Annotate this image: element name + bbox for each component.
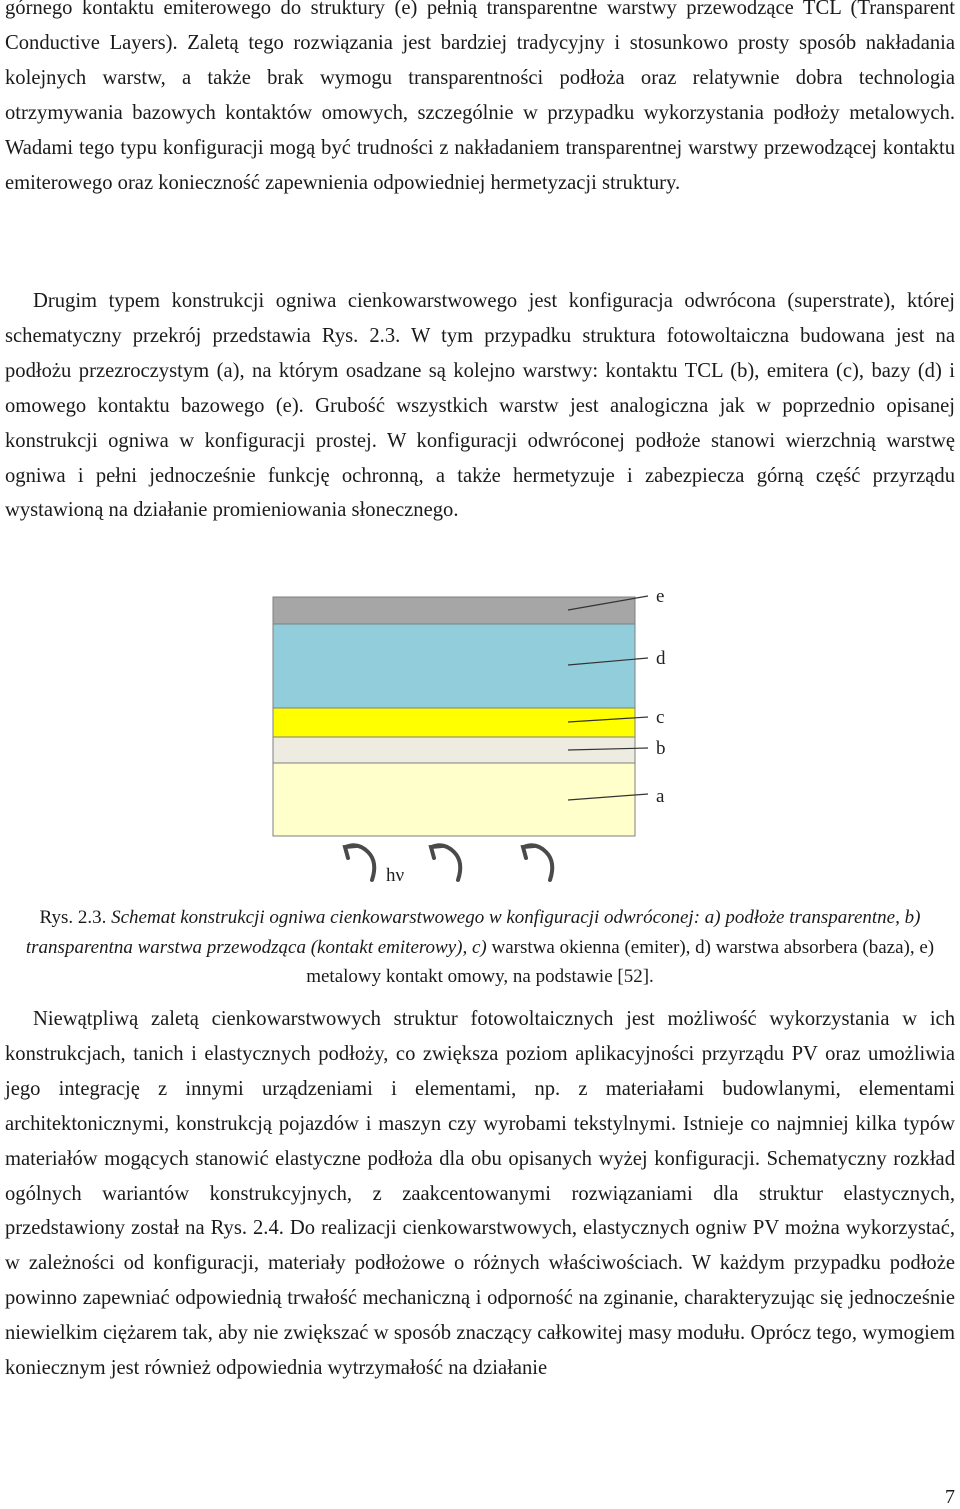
- paragraph-3: Niewątpliwą zaletą cienkowarstwowych struktur fotowoltaicznych jest możliwość wykorzystania w ich konstrukcjach, tanich i elastycznych podłoży, co zwiększa poziom aplikacyjności przyrządu PV oraz umożliwia jego integrację z innymi urządzeniami i elementami, np. z materiałami budowlanymi, elementami architektonicznymi, konstrukcją pojazdów i maszyn czy wyrobami tekstylnymi. Istnieje co najmniej kilka typów materiałów mogących stanowić elastyczne podłoża dla obu opisanych wyżej konfiguracji. Schematyczny rozkład ogólnych wariantów konstrukcyjnych, z zaakcentowanymi rozwiązaniami dla struktur elastycznych, przedstawiony został na Rys. 2.4. Do realizacji cienkowarstwowych, elastycznych ogniw PV można wykorzystać, w zależności od konfiguracji, materiały podłożowe o różnych właściwościach. W każdym przypadku podłoże powinno zapewniać odpowiednią trwałość mechaniczną i odporność na zginanie, charakteryzując się jednocześnie niewielkim ciężarem tak, aby nie zwiększać w sposób znaczący całkowitej masy modułu. Oprócz tego, wymogiem koniecznym jest również odpowiednia wytrzymałość na działanie: [5, 1008, 955, 1380]
- layer-label-e: e: [656, 586, 665, 607]
- layer-labels: [656, 586, 666, 807]
- caption-normal-text: warstwa okienna (emiter), d) warstwa absorbera (baza), e) metalowy kontakt omowy, na podstawie [52].: [306, 936, 935, 987]
- light-arrow-2-head-icon: [431, 846, 442, 858]
- light-arrow-3-head-icon: [523, 846, 534, 858]
- layer-stack: [273, 597, 635, 836]
- paragraph-2: Drugim typem konstrukcji ogniwa cienkowarstwowego jest konfiguracja odwrócona (superstrate), której schematyczny przekrój przedstawia Rys. 2.3. W tym przypadku struktura fotowoltaiczna budowana jest na podłożu przezroczystym (a), na którym osadzane są kolejno warstwy: kontaktu TCL (b), emitera (c), bazy (d) i omowego kontaktu bazowego (e). Grubość wszystkich warstw jest analogiczna jak w poprzednio opisanej konstrukcji ogniwa w konfiguracji prostej. W konfiguracji odwróconej podłoże stanowi wierzchnią warstwę ogniwa i pełni jednocześnie funkcję ochronną, a także hermetyzuje i zabezpiecza górną część przyrządu wystawioną na działanie promieniowania słonecznego.: [5, 290, 955, 522]
- layer-label-a: a: [656, 786, 665, 807]
- layer-label-b: b: [656, 738, 666, 759]
- layer-label-c: c: [656, 707, 665, 728]
- photon-energy-label: hν: [386, 865, 405, 886]
- light-arrow-1-icon: [346, 845, 374, 880]
- light-arrow-1-head-icon: [345, 846, 356, 858]
- caption-italic-text: Schemat konstrukcji ogniwa cienkowarstwowego w konfiguracji odwróconej: a) podłoże transparentne, b) transparentna warstwa przewodząca (kontakt emiterowy), c): [25, 907, 921, 958]
- page-number: 7: [945, 1486, 955, 1508]
- light-arrow-3-icon: [524, 845, 552, 880]
- figure-caption: [20, 903, 940, 992]
- paragraph-1: górnego kontaktu emiterowego do struktury (e) pełnią transparentne warstwy przewodzące TCL (Transparent Conductive Layers). Zaletą tego rozwiązania jest bardziej tradycyjny i stosunkowo prosty sposób nakładania kolejnych warstw, a także brak wymogu transparentności podłoża oraz relatywnie dobra technologia otrzymywania bazowych kontaktów omowych, szczególnie w przypadku wykorzystania podłoży metalowych. Wadami tego typu konfiguracji mogą być trudności z nakładaniem transparentnej warstwy przewodzącej kontaktu emiterowego oraz konieczność zapewnienia odpowiedniej hermetyzacji struktury.: [5, 0, 955, 194]
- layer-e: [273, 597, 635, 624]
- light-arrow-2-icon: [432, 845, 460, 880]
- layer-label-d: d: [656, 648, 666, 669]
- layer-c: [273, 708, 635, 737]
- light-arrows: [345, 845, 552, 880]
- caption-prefix: Rys. 2.3.: [39, 907, 107, 928]
- figure-layer-diagram: [0, 580, 960, 890]
- layer-d: [273, 624, 635, 708]
